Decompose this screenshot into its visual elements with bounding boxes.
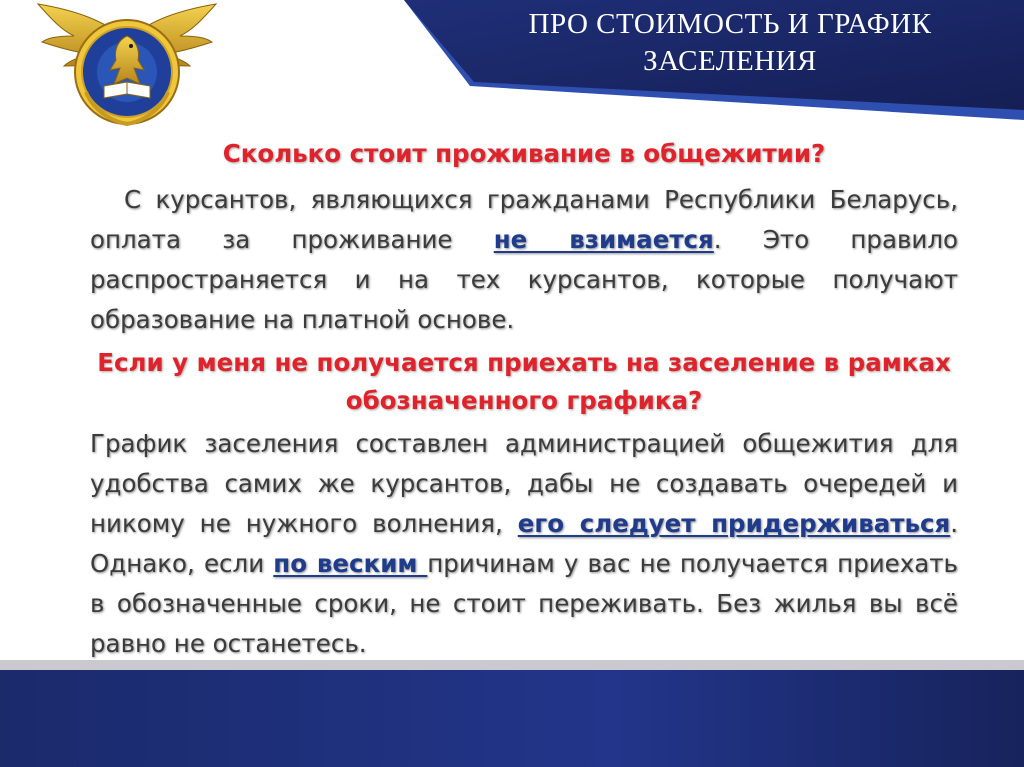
- answer-schedule-text-c: причинам у вас не получается приехать в обозначенные сроки, не стоит переживать. Без жилья вы всё равно не останетесь.: [90, 549, 958, 658]
- academy-emblem: [34, 0, 220, 134]
- page-title-line2: ЗАСЕЛЕНИЯ: [643, 45, 817, 77]
- answer-schedule-text-a: График заселения составлен администрацией общежития для удобства самих же курсантов, дабы не создавать очередей и никому не нужного волнения,: [90, 429, 958, 538]
- answer-cost-text-a: С курсантов, являющихся гражданами Республики Беларусь, оплата за проживание: [90, 185, 958, 254]
- answer-schedule-text-b: . Однако, если: [90, 509, 958, 578]
- answer-schedule-paragraph: [90, 424, 958, 664]
- question-schedule: [90, 344, 958, 420]
- answer-schedule-emphasis-1: его следует придерживаться: [517, 509, 951, 538]
- eagle-emblem-icon: [34, 0, 220, 134]
- question-schedule-line1: Если у меня не получается приехать на заселение в рамках: [97, 348, 951, 377]
- content-area: [90, 136, 958, 664]
- answer-cost-emphasis: не взимается: [493, 225, 714, 254]
- answer-cost-text-b: . Это правило распространяется и на тех курсантов, которые получают образование на платной основе.: [90, 225, 959, 334]
- footer-bar: [0, 670, 1024, 767]
- page-title: [450, 6, 1010, 80]
- page-title-line1: ПРО СТОИМОСТЬ И ГРАФИК: [528, 8, 932, 40]
- question-cost: Сколько стоит проживание в общежитии?: [222, 139, 826, 168]
- answer-cost-paragraph: [90, 180, 958, 340]
- question-schedule-line2: обозначенного графика?: [345, 386, 703, 415]
- answer-schedule-emphasis-2: по веским: [273, 549, 428, 578]
